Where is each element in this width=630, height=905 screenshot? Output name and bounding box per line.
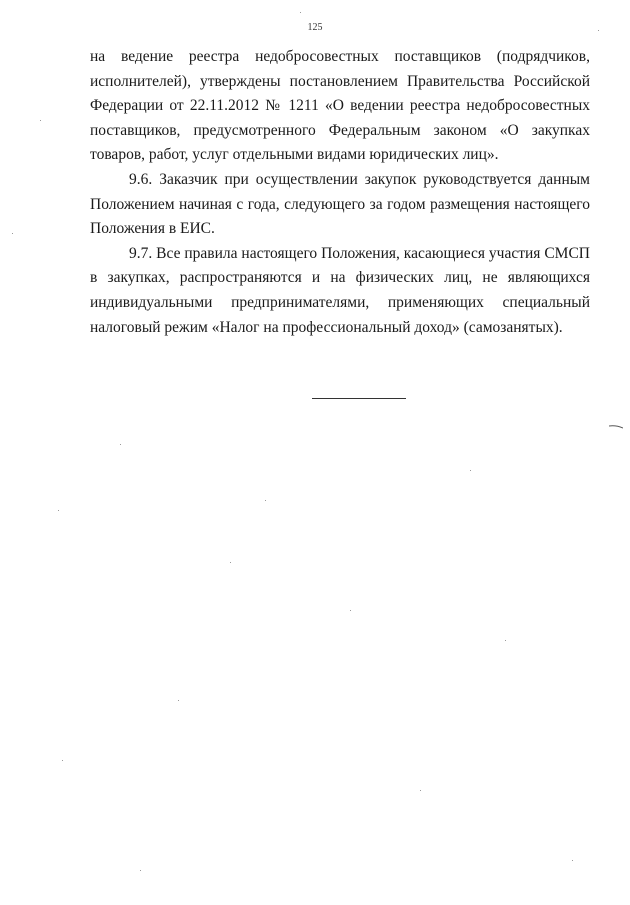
scan-speck (230, 562, 231, 563)
page-number: 125 (307, 22, 323, 33)
scan-speck (58, 510, 59, 511)
scan-speck (12, 233, 13, 234)
scan-speck (505, 640, 506, 641)
scan-speck (140, 870, 141, 871)
scan-speck (178, 700, 179, 701)
scan-speck (598, 30, 599, 31)
scan-speck (40, 120, 41, 121)
paragraph-clause-9-7: 9.7. Все правила настоящего Положения, касающиеся участия СМСП в закупках, распространяются и на физических лиц, не являющихся индивидуальными предпринимателями, применяющих специальный налоговый режим «Налог на профессиональный доход» (самозанятых). (90, 244, 590, 336)
document-body (90, 45, 590, 340)
scan-speck (120, 444, 121, 445)
scan-speck (572, 860, 573, 861)
scan-speck (62, 760, 63, 761)
paragraph-continuation: на ведение реестра недобросовестных поставщиков (подрядчиков, исполнителей), утверждены постановлением Правительства Российской Федерации от 22.11.2012 № 1211 «О ведении реестра недобросовестных поставщиков, предусмотренного Федеральным законом «О закупках товаров, работ, услуг отдельными видами юридических лиц». (90, 48, 590, 164)
scan-speck (420, 790, 421, 791)
scan-edge-mark (609, 425, 623, 429)
scan-speck (265, 500, 266, 501)
scan-speck (300, 12, 301, 13)
scan-speck (470, 470, 471, 471)
scan-speck (350, 610, 351, 611)
end-separator-line (312, 398, 406, 399)
paragraph-clause-9-6: 9.6. Заказчик при осуществлении закупок руководствуется данным Положением начиная с года, следующего за годом размещения настоящего Положения в ЕИС. (90, 170, 590, 238)
